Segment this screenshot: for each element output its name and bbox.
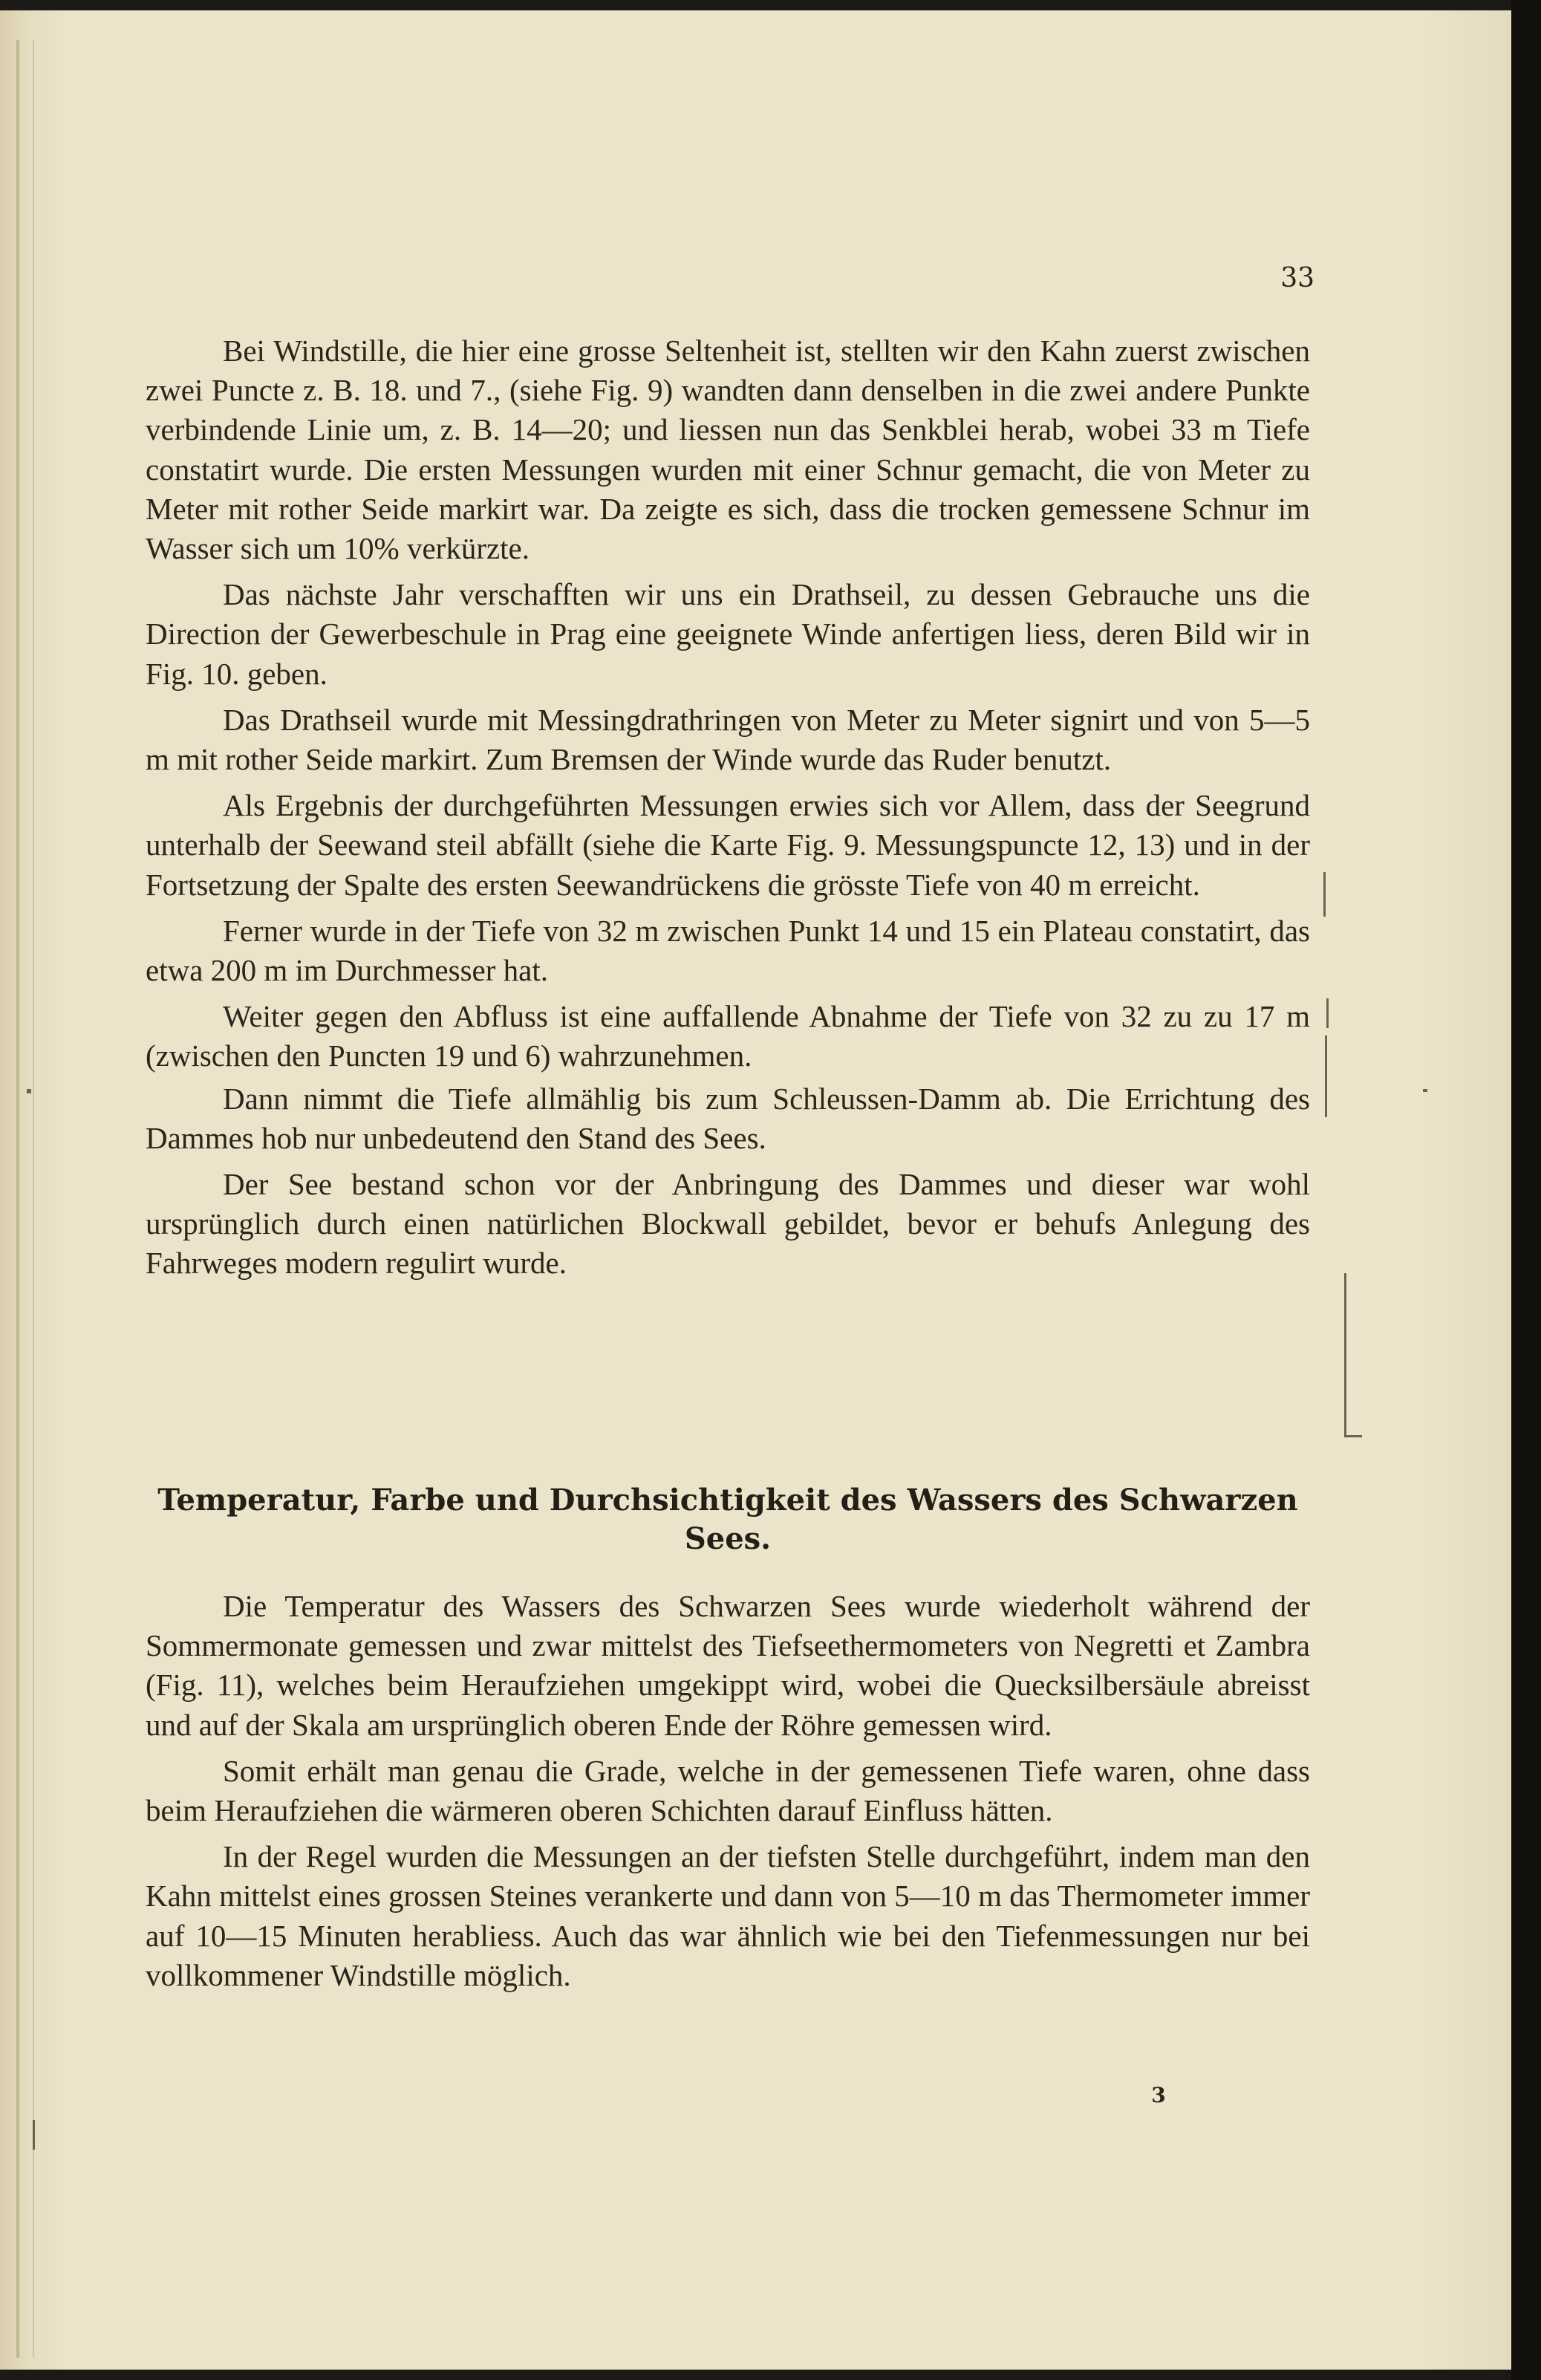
section-body-2 [146, 1587, 1310, 1995]
paragraph: Ferner wurde in der Tiefe von 32 m zwischen Punkt 14 und 15 ein Plateau constatirt, das etwa 200 m im Durchmesser hat. [146, 913, 1310, 988]
margin-mark [1344, 1273, 1346, 1437]
page-number: 33 [1280, 263, 1314, 293]
paragraph: Als Ergebnis der durchgeführten Messungen erwies sich vor Allem, dass der Seegrund unterhalb der Seewand steil abfällt (siehe die Karte Fig. 9. Messungspuncte 12, 13) und in der Fortsetzung der Spalte des ersten Seewandrückens die grösste Tiefe von 40 m erreicht. [146, 788, 1310, 902]
paragraph: Das Drathseil wurde mit Messingdrathringen von Meter zu Meter signirt und von 5—5 m mit rother Seide markirt. Zum Bremsen der Winde wurde das Ruder benutzt. [146, 702, 1310, 777]
paragraph: Somit erhält man genau die Grade, welche in der gemessenen Tiefe waren, ohne dass beim Heraufziehen die wärmeren oberen Schichten darauf Einfluss hätten. [146, 1753, 1310, 1828]
paragraph: Der See bestand schon vor der Anbringung des Dammes und dieser war wohl ursprünglich durch einen natürlichen Blockwall gebildet, bevor er behufs Anlegung des Fahrweges modern regulirt wurde. [146, 1167, 1310, 1281]
binding-line [16, 40, 19, 2358]
paragraph: Bei Windstille, die hier eine grosse Seltenheit ist, stellten wir den Kahn zuerst zwischen zwei Puncte z. B. 18. und 7., (siehe Fig. 9) wandten dann denselben in die zwei andere Punkte verbindende Linie um, z. B. 14—20; und liessen nun das Senkblei herab, wobei 33 m Tiefe constatirt wurde. Die ersten Messungen wurden mit einer Schnur gemacht, die von Meter zu Meter mit rother Seide markirt war. Da zeigte es sich, dass die trocken gemessene Schnur im Wasser sich um 10% verkürzte. [146, 334, 1310, 566]
paragraph: Das nächste Jahr verschafften wir uns ein Drathseil, zu dessen Gebrauche uns die Direction der Gewerbeschule in Prag eine geeignete Winde anfertigen liess, deren Bild wir in Fig. 10. geben. [146, 577, 1310, 691]
signature-mark: 3 [1151, 2083, 1166, 2107]
binding-line [33, 40, 34, 2358]
margin-mark [1325, 1035, 1327, 1117]
paragraph: Weiter gegen den Abfluss ist eine auffallende Abnahme der Tiefe von 32 zu zu 17 m (zwischen den Puncten 19 und 6) wahrzunehmen. [146, 999, 1310, 1073]
paragraph: In der Regel wurden die Messungen an der tiefsten Stelle durchgeführt, indem man den Kahn mittelst eines grossen Steines verankerte und dann von 5—10 m das Thermometer immer auf 10—15 Minuten herabliess. Auch das war ähnlich wie bei den Tiefenmessungen nur bei vollkommener Windstille möglich. [146, 1839, 1310, 1992]
margin-mark [33, 2120, 35, 2150]
book-page [0, 10, 1515, 2370]
section-body-1 [146, 331, 1310, 1284]
paragraph: Dann nimmt die Tiefe allmählig bis zum Schleussen-Damm ab. Die Errichtung des Dammes hob nur unbedeutend den Stand des Sees. [146, 1081, 1310, 1155]
paragraph: Die Temperatur des Wassers des Schwarzen Sees wurde wiederholt während der Sommermonate gemessen und zwar mittelst des Tiefseethermometers von Negretti et Zambra (Fig. 11), welches beim Heraufziehen umgekippt wird, wobei die Quecksilbersäule abreisst und auf der Skala am ursprünglich oberen Ende der Röhre gemessen wird. [146, 1589, 1310, 1742]
section-heading: Temperatur, Farbe und Durchsichtigkeit des Wassers des Schwarzen Sees. [157, 1483, 1298, 1556]
scan-edge [1511, 0, 1541, 2380]
margin-mark [1423, 1089, 1427, 1092]
margin-mark [1323, 872, 1326, 917]
margin-mark [1326, 998, 1329, 1028]
margin-mark [1344, 1435, 1362, 1437]
margin-mark [27, 1089, 31, 1093]
